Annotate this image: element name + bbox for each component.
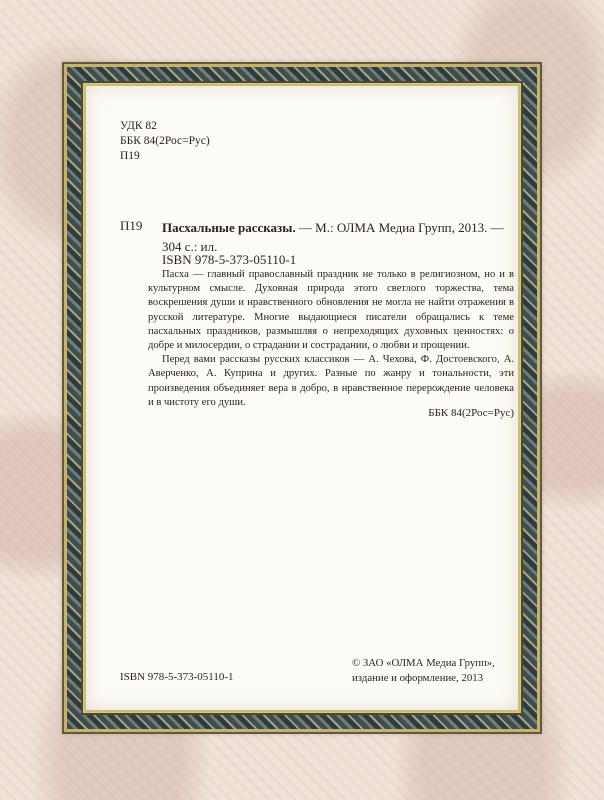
book-imprint: — М.: ОЛМА Медиа Групп, 2013. — 304 с.: ил. [162,220,504,254]
bbk-footer-code: ББК 84(2Рос=Рус) [428,407,514,419]
annotation-paragraph: Перед вами рассказы русских классиков — А. Чехова, Ф. Достоевского, А. Аверченко, А. Куприна и других. Разные по жанру и тональности, эти произведения объединяет вера в добро, в нравственное перерождение человека и в чистоту его души. [148,354,514,408]
isbn-record: ISBN 978-5-373-05110-1 [162,252,297,267]
copyright-notice: © ЗАО «ОЛМА Медиа Групп», издание и оформление, 2013 [352,657,495,684]
author-code: П19 [120,150,140,162]
bbk-code: ББК 84(2Рос=Рус) [120,135,210,147]
udk-code: УДК 82 [120,120,157,132]
annotation-paragraph: Пасха — главный православный праздник не только в религиозном, но и в культурном смысле. Духовная природа этого светлого торжества, тема воскрешения души и нравственного обновления не могла не найти отражения в русской литературе. Многие выдающиеся писатели обращались к теме пасхальных праздников, размышляя о непреходящих духовных ценностях: о добре и милосердии, о страдании и сострадании, о любви и прощении. [148,269,514,352]
bibliographic-record [162,218,514,256]
record-code: П19 [120,218,143,233]
book-title: Пасхальные рассказы. [162,220,296,235]
annotation [148,268,514,410]
isbn-bottom: ISBN 978-5-373-05110-1 [120,671,234,683]
classification-block [120,119,210,164]
